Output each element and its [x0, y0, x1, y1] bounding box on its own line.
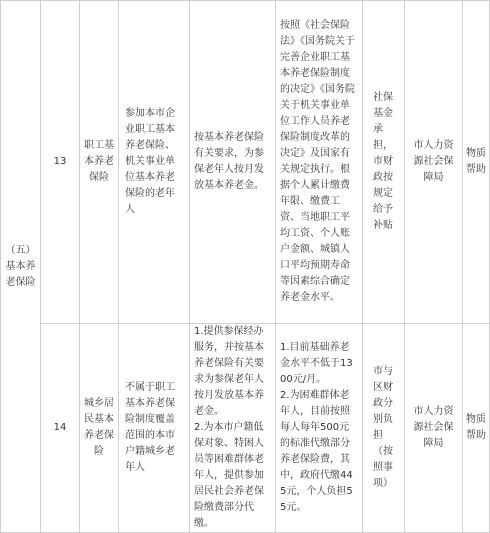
service-standard-point-1: 1.目前基础养老金水平不低于1300元/月。 — [280, 342, 353, 385]
responsible-department: 市人力资源社会保障局 — [405, 1, 463, 324]
funding-source: 社保基金承担，市财政按规定给予补贴 — [363, 1, 405, 324]
table-row — [1, 324, 490, 533]
funding-source: 市与区财政分别负担（按照事项） — [363, 324, 405, 533]
service-content: 按基本养老保险有关要求，为参保老年人按月发放基本养老金。 — [190, 1, 276, 324]
service-content-point-1: 1.提供参保经办服务，并按基本养老保险有关要求为参保老年人按月发放基本养老金。 — [194, 326, 264, 417]
service-type: 物质帮助 — [463, 1, 490, 324]
service-standard-point-2: 2.为困难群体老年人，目前按照每人每年500元的标准代缴部分养老保险费，其中，政府代缴445元，个人负担55元。 — [280, 390, 353, 513]
row-number: 13 — [41, 1, 80, 324]
service-type: 物质帮助 — [463, 324, 490, 533]
service-item-name: 职工基本养老保险 — [80, 1, 119, 324]
service-standard: 按照《社会保险法》《国务院关于完善企业职工基本养老保险制度的决定》《国务院关于机关事业单位工作人员养老保险制度改革的决定》及国家有关规定执行。根据个人累计缴费年限、缴费工资、当地职工平均工资、个人账户金额、城镇人口平均预期寿命等因素综合确定养老金水平。 — [276, 1, 363, 324]
service-content — [190, 324, 276, 533]
row-number: 14 — [41, 324, 80, 533]
category-cell: （五）基本养老保险 — [1, 1, 41, 533]
service-target: 参加本市企业职工基本养老保险、机关事业单位基本养老保险的老年人 — [119, 1, 190, 324]
service-target: 不属于职工基本养老保险制度覆盖范围的本市户籍城乡老年人 — [119, 324, 190, 533]
responsible-department: 市人力资源社会保障局 — [405, 324, 463, 533]
service-content-point-2: 2.为本市户籍低保对象、特困人员等困难群体老年人，提供参加居民社会养老保险缴费部分代缴。 — [194, 422, 264, 529]
service-standard — [276, 324, 363, 533]
table-row — [1, 1, 490, 324]
service-item-name: 城乡居民基本养老保险 — [80, 324, 119, 533]
